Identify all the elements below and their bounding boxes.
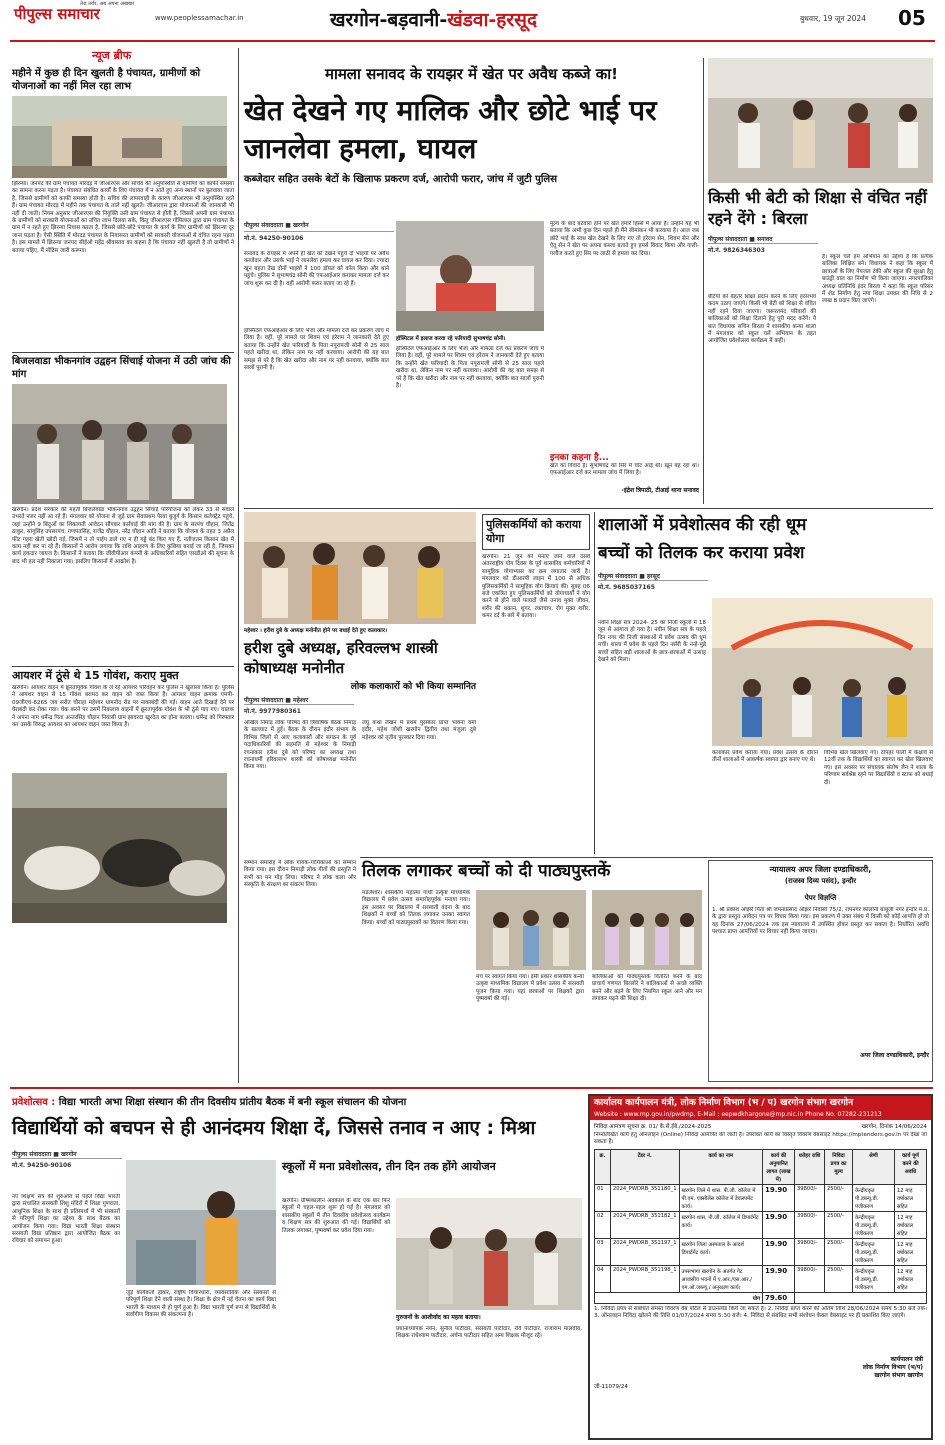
yoga-headline: पुलिसकर्मियों को कराया योगा	[482, 514, 590, 550]
tender-total-value: 79.60	[763, 1293, 795, 1304]
news-brief	[12, 48, 234, 1083]
table-row	[595, 1212, 927, 1239]
school-headline-1: शालाओं में प्रवेशोत्सव की रही धूम	[598, 515, 807, 535]
tender-cell: 39800/-	[795, 1185, 825, 1212]
lead-photo	[396, 221, 544, 331]
tender-cell: 2024_PWDRB_351197_1	[611, 1239, 680, 1266]
tender-sign	[590, 1354, 931, 1382]
tender-notice-no: निविदा आमंत्रण सूचना क्र. 01/ के.से.ईबे./2024-2025	[594, 1124, 712, 1130]
tender-cell: 04	[595, 1266, 611, 1293]
tender-table-wrap	[590, 1147, 931, 1306]
yoga-story	[482, 514, 590, 854]
tender-sign-2: लोक निर्माण विभाग (भ/प)	[862, 1364, 923, 1371]
tilak-col-3: बालिकाओं को पाठ्यपुस्तकें वितरित करने के बाद प्राचार्य गणपत बिल्लोरे ने बालिकाओं से अच्छे व्यक्ति बनने और बढ़ने के लिए नियमित स्कूल आने और मन लगाकर पढ़ने की शिक्षा दी।	[592, 974, 702, 1003]
tender-col-no: टेंडर नं.	[611, 1150, 680, 1185]
tilak-story	[362, 860, 702, 1085]
left-column-rule	[238, 48, 239, 1083]
lead-mobile: मो.नं. 94250-90106	[244, 235, 304, 242]
tender-cell: 39800/-	[795, 1266, 825, 1293]
tender-cell: खरगोन जिला अस्पताल के आदर्श डिपार्टमेंट कार्य।	[679, 1239, 762, 1266]
tender-cell: 2500/-	[825, 1266, 853, 1293]
brief-label: न्यूज ब्रीफ	[92, 49, 132, 62]
lead-quote-by: -इंद्रेश त्रिपाठी, टीआई थाना सनावद	[621, 487, 699, 494]
tender-col-fee: निविदा प्रपत्र का मूल्य	[825, 1150, 853, 1185]
brief-photo-2	[12, 384, 227, 504]
brief-head-3: आयशर में ठूंसे थे 15 गोवंश, कराए मुक्त	[12, 666, 234, 683]
tender-cell: 39800/-	[795, 1212, 825, 1239]
birla-reporter: पीपुल्स संवाददाता ■ सनावद	[708, 235, 818, 244]
tilak-headline: तिलक लगाकर बच्चों को दी पाठ्यपुस्तकें	[362, 861, 611, 881]
lead-kicker: मामला सनावद के रायझर में खेत पर अवैध कब्जे का!	[324, 65, 618, 83]
bottom-reporter: पीपुल्स संवाददाता ■ खरगोन	[12, 1150, 122, 1159]
tender-cell: केन्द्रीयकृत पी.डब्ल्यू.डी. पंजीकरण	[853, 1266, 895, 1293]
brief-photo-3	[12, 773, 227, 923]
tender-cell: 2500/-	[825, 1239, 853, 1266]
tender-notice-row	[590, 1120, 931, 1132]
bottom-photo-1	[126, 1160, 276, 1285]
harish-headline: हरीश दुबे अध्यक्ष, हरिवल्लभ शास्त्री कोषाध्यक्ष मनोनीत	[244, 639, 438, 677]
bottom-col-2: जुड़े कार्यकर्ता होकर, राष्ट्रीय विचारधारा, व्यावसायिक और संस्कारों से परिपूर्ण शिक्षा देने वाली संस्था है। शिक्षा के क्षेत्र में नई चेतना का कार्य विद्या भारती के माध्यम से हो पूर्ण हुआ है। विद्या भारती पूर्ण रूप से विद्यार्थियों के सर्वांगीण विकास की संकल्पना है।	[126, 1290, 276, 1319]
table-row	[595, 1239, 927, 1266]
table-row	[595, 1185, 927, 1212]
birla-headline: किसी भी बेटी को शिक्षा से वंचित नहीं रहने देंगे : बिरला	[708, 188, 927, 228]
tender-web[interactable]: Website : www.mp.gov.in/pwdmp,	[594, 1111, 696, 1118]
tender-contact	[590, 1111, 931, 1120]
harish-story	[244, 512, 476, 857]
school-photo	[712, 598, 933, 746]
lead-col-3: मुल्य के बाद बंटवारा होने पर खेत हमारे हिस्से में आया है। उन्होंने यह भी बताया कि अभी कुछ दिन पहले ही मैंने सीमांकन भी करवाया है। आज जब छोटे भाई के साथ खेत देखने के लिए गए तो हरेराम सेन, शिवम सेन और ऐतू सेन ने खेत पर अपना कब्जा बताते हुए हमसे विवाद किया और गाली-गलौज करते हुए सिर पर लाठी से हमला कर दिया।	[550, 221, 699, 257]
paper-url[interactable]: www.peoplessamachar.in	[155, 14, 244, 22]
tender-cell: 19.90	[763, 1239, 795, 1266]
tender-sign-1: कार्यपालन यंत्री	[890, 1356, 923, 1363]
birla-col-2: है। स्कूल चलें हम अभियान का उद्देश्य है कि प्रत्येक बालिका शिक्षित बने। विधायक ने कहा कि स्कूल में छात्राओं के लिए पेयजल टंकी और स्कूल की सुरक्षा हेतु बाउंड्री वाल का निर्माण भी किया जाएगा। नगरपालिका अध्यक्ष प्रतिनिधि इंदर बिरला ने कहा कि स्कूल परिसर में शेड निर्माण हेतु नपा शिक्षा उपकर की निधि से 2 लाख 8 प्रदान किए जाएंगे।	[822, 254, 933, 305]
section-title-b: खंडवा-हरसूद	[447, 9, 538, 31]
tender-notes: 1. निविदा प्रपत्र से संबंधित समस्त विवरण वेब पोर्टल से डाउनलोड किये जा सकते हैं। 2. निविदा प्राप्त करने की अंतिम तिथि 28/06/2024 समय 5:30 बजे तक। 3. ऑनलाइन निविदा खोलने की तिथि 01/07/2024 समय 5:30 बजे। 4. निविदा से संबंधित सभी संशोधन केवल वेबसाइट पर ही प्रकाशित किए जाएंगे।	[594, 1306, 927, 1320]
tilak-col-2: मंच पर स्वागत किया गया। इसी प्रकार शासकीय कन्या उत्कृष्ट माध्यमिक विद्यालय में प्रवेश उत्सव में सरस्वती पूजन किया गया। यहां छात्राओं पर शिक्षकों द्वारा पुष्पवर्षा की गई।	[476, 974, 584, 1003]
bottom-headline: विद्यार्थियों को बचपन से ही आनंदमय शिक्षा दें, जिससे तनाव न आए : मिश्रा	[12, 1117, 536, 1139]
tender-col-class: श्रेणी	[853, 1150, 895, 1185]
lead-photo-caption: हॉस्पिटल में इलाज करवा रहे फरियादी सुभाषचंद्र सोनी।	[396, 336, 506, 342]
tender-cell: 01	[595, 1185, 611, 1212]
bottom-kicker-line	[12, 1094, 582, 1108]
school-col-1: नवीन शिक्षा सत्र 2024- 25 का निजी स्कूलों में 18 जून से आगाज हो गया है। नवीन शिक्षा सत्र के पहले दिन नगर की निजी संस्थाओं में प्रवेश उत्सव की धूम मची। शाला में प्रवेश के पहले दिन नर्सरी के नन्हे-मुन्ने बच्चों सहित बड़ी शालाओं के छात्र-छात्राओं में उत्साह देखने को मिला।	[598, 620, 706, 664]
tender-email[interactable]: E-Mail : eepwdkhargone@mp.nic.in Phone No. 07282-231213	[697, 1111, 882, 1118]
tender-cell: उपसभागा खरगोन के अंतर्गत गेट आवासीय भवनों में ए.आर./एस.आर./एम.ओ.जब्ल्यू./ अनुरक्षण कार्य।	[679, 1266, 762, 1293]
bottom-kicker: विद्या भारती अभा शिक्षा संस्थान की तीन दिवसीय प्रांतीय बैठक में बनी स्कूल संचालन की योजना	[58, 1097, 407, 1108]
brief-head-2: बिजलवाडा भीकनगांव उद्वहन सिंचाई योजना में उठी जांच की मांग	[12, 352, 234, 381]
tender-col-period: कार्य पूर्ण करने की अवधि	[895, 1150, 927, 1185]
bottom-story	[12, 1094, 582, 1439]
mid-rule-1	[244, 508, 933, 509]
bottom-mobile: मो.नं. 94250-90106	[12, 1162, 72, 1169]
lead-quote-box-label: इनका कहना है...	[550, 453, 609, 463]
brief-photo-1	[12, 96, 227, 178]
tender-cell: केन्द्रीयकृत पी.डब्ल्यू.डी. पंजीकरण	[853, 1185, 895, 1212]
section-title-a: खरगोन-बड़वानी-	[330, 9, 448, 31]
harish-col-2: लघु कथा लेखन में प्रथम पुरस्कार प्राप्त भावना वर्मा इंदौर, महेश जोशी खरगोन द्वितीय तथा मंजुला दुबे महेश्वर को तृतीय पुरस्कार दिया गया।	[362, 720, 476, 741]
tender-head: कार्यालय कार्यपालन यंत्री, लोक निर्माण विभाग (भ / प) खरगोन संभाग खरगोन	[590, 1096, 931, 1111]
tender-total-row	[595, 1293, 927, 1304]
brief-body-1: झिरन्या। जनपद की ग्राम पंचायत मोरदड़ में जीआरएस और सचिव की अनुपस्थिति से ग्रामीणों को काफी समस्या का सामना करना पड़ता है। पंचायत संबंधित कार्यों के लिए पंचायत में न आते हुए अन्य स्थानों पर बुलवाया जाता है, जिससे ग्रामीणों को काफी समस्या होती है। सचिव की लापरवाही के कारण जीआरएस भी अनुपस्थित रहते हैं। ग्राम पंचायत मोरदड़ में महीने तक पंचायत के ताले नहीं खुलते। जीआरएस द्वारा योजनाओं की जानकारी भी नहीं दी जाती। नियम अनुसार जीआरएस की नियुक्ति उसी ग्राम पंचायत से होती है, जिससे अपनी ग्राम पंचायत के ग्रामीणों को सरकारी योजनाओं का उचित लाभ दिलवा सके, किंतु जीआरएस गोपिलाल द्वारा ग्राम पंचायत के ग्राम में न रहते हुए झिरन्या निवास करता है, जिससे छोटे-छोटे पंचायत के कार्य के लिए ग्रामीणों को झिरन्या दूर जाना पड़ता है। ऐसी स्थिति में मोरदड़ पंचायत के निवासरत ग्रामीणों को सरकारी योजनाओं से वंचित रहना पड़ता है। इस मामले में झिरन्या जनपद सीईओ महेंद्र श्रीवास्तव का कहना है कि पंचायत नहीं खुलती है तो ग्रामीणों ने बताया पहिए, मैं नोटिस जारी करूंगा।	[12, 181, 234, 254]
brief-body-2: खरगोन। प्रदेश सरकार की महती बिजलवाडा भीकनगांव उद्वहन सिंचाई परियोजना को लेकर 33 से सवाल उभरते नजर नहीं आ रहे हैं। मंगलवार को योजना से जुड़े ग्राम सेवाप्रथम पेरवा बुजुर्ग के किसान कलेक्ट्रेट पहुंचे, जहां उन्होंने 9 बिंदुओं का शिकायती आवेदन सौंपकर कार्रवाई की मांग की है। ग्राम के सरपंच चौहान, जितेंद्र ठाकुर, सांगुसिंह उपसरपंच, गणपतसिंह, राजेंद्र चौहान, नरेंद्र चौहान आदि ने बताया कि योजना के तहत 3 अप्रैल फीट गहरा खेती खोदी गई, जिसमें न तो पाईप डाले गए न ही गड्ढे बंद किए गए हैं, नतीजतन किसान खेत में काम नहीं कर पा रहे हैं। किसानों ने आरोप लगाया कि राशि आहरण के लिए कुछिया बनाई जा रही है, जिसका कार्य हकदार जायज है। किसानों ने बताया कि जीवीपीआर कंपनी के अधिकारियों सहित एसडीओ की सूचना के बाद भी हल नहीं निकाला गया। इसलिए किसानों में आक्रोश है।	[12, 507, 234, 565]
lead-right-rule	[703, 58, 704, 504]
tender-cell: 2024_PWDRB_351180_1	[611, 1185, 680, 1212]
lead-subhead: कब्जेदार सहित उसके बेटों के खिलाफ प्रकरण दर्ज, आरोपी फरार, जांच में जुटी पुलिस	[244, 174, 557, 185]
tender-cell: 12 माह वर्षाकाल सहित	[895, 1212, 927, 1239]
tender-cell: 2500/-	[825, 1212, 853, 1239]
bottom-rule	[10, 1087, 933, 1089]
paper-logo[interactable]	[14, 1, 144, 34]
tender-cell: 12 माह वर्षाकाल सहित	[895, 1239, 927, 1266]
tender-cell: 2500/-	[825, 1185, 853, 1212]
tilak-col-1: मंडलेश्वर। शासकीय महात्मा गांधी उत्कृष्ट माध्यमिक विद्यालय में प्रवेश उत्सव समारोहपूर्वक मनाया गया। इस अवसर पर विद्यालय में सरस्वती वंदना के बाद शिक्षकों ने बच्चों को तिलक लगाकर उनका स्वागत किया। बच्चों को पाठ्यपुस्तकों का वितरण किया गया।	[362, 890, 470, 926]
tender-cell: 2024_PWDRB_351182_1	[611, 1212, 680, 1239]
harish-col-1: अखिल निमाड़ लोक परिषद की त्रिवार्षिक बैठक निमाड़ के खलघाट में हुई। बैठक के दौरान इंदौर संभाग के विभिन्न जिलों से आए कलाकारों और संगठन के पूर्व पदाधिकारियों की सहमति से महेश्वर के निमाड़ी रचनाकार हरीश दुबे को परिषद का अध्यक्ष तथा रचनाधर्मी हरिवल्लभ शास्त्री को कोषाध्यक्ष मनोनीत किया गया।	[244, 720, 356, 771]
table-row	[595, 1266, 927, 1293]
court-body: 1. श्री प्रकाश ओझरे पिता श्री जमनाप्रसाद ओझरे निवासी 75/2, रामनगर कॉलोनी बाबूजी नगर इन्दौर म.प्र. के द्वारा प्रस्तुत आवेदन पत्र पर विचार किया गया। इस प्रकरण में उक्त संबंध में किसी को कोई आपत्ति हो तो वह दिनांक 27/06/2024 तक इस न्यायालय में उपस्थित होकर प्रस्तुत कर सकता है। निर्धारित अवधि पश्चात प्राप्त आपत्तियों पर विचार नहीं किया जाएगा।	[712, 907, 929, 936]
tender-cell: 03	[595, 1239, 611, 1266]
tilak-photo-2	[592, 890, 702, 970]
school-mobile: मो.नं. 9685037165	[598, 584, 655, 591]
tender-cell: 19.90	[763, 1185, 795, 1212]
tender-cell: 2024_PWDRB_351198_1	[611, 1266, 680, 1293]
tender-intro: निम्नलिखित कार्य हेतु ऑनलाइन (Online) निविदा आमंत्रित की जाती है। उपरोक्त कार्य का विस्तृत विवरण वेबसाइट https://mptenders.gov.in पर देखा जा सकता है।	[594, 1132, 927, 1146]
tender-col-sno: क्र.	[595, 1150, 611, 1185]
brief-body-3: खरगोन। आयशर वाहन में क्रूरतापूर्वक गोवंश के ले रहे आयशर परिवहन कर पुलिस ने खुलासा किया है। पुलिस ने आयशर वाहन से 15 गोवंश बरामद कर वाहन को जब्त किया है। आयशर वाहन क्रमांक एमपी- 09जीएच-8265 जय सरोत चौराहा महेश्वर धामनोद रोड पर नाकाबंदी की गई। वाहन आते दिखाई देने पर घेराबंदी कर रोका गया। चेक करने पर उसमें निकलाय वाहनों में क्रूरतापूर्वक गोवंश के भी ठूंसे पाए गए। चालक ने अपना नाम धर्मेन्द्र पिता अन्तरसिंह चौहान निवासी ग्राम झावरदा खुरदेल का होना बताया। धर्मेन्द्र को गिरफ्तार कर उसके विरुद्ध आयशर का आयशर वाहन जब्त किया है।	[12, 685, 234, 729]
birla-photo	[708, 58, 933, 183]
harish-subhead: लोक कलाकारों को भी किया सम्मानित	[350, 682, 476, 692]
tender-col-work: कार्य का नाम	[679, 1150, 762, 1185]
tender-notice	[588, 1094, 933, 1440]
tender-cell: 02	[595, 1212, 611, 1239]
lead-story	[244, 46, 699, 504]
lead-col-2: हॉस्पिटल एफआईआर के लिए भेजा और मामला दर्ज कर प्रकरण जांच में लिया है। वहीं, पूरे मामले पर शिवम एवं हरेराम ने जानकारी देते हुए बताया कि उन्होंने खेत फरियादी के पिता नपूरामजी सोनी से 25 साल पहले खरीदा था, लेकिन नाम पर नहीं करवाया। आरोपी की यह बात समझ से परे है कि खेत खरीदा और नाम पर नहीं करवाया, क्योंकि बात सालों पुरानी है।	[396, 346, 544, 390]
brief-head-1: महीने में कुछ ही दिन खुलती है पंचायत, ग्रामीणों को योजनाओं का नहीं मिल रहा लाभ	[12, 68, 201, 92]
tender-cell: 39800/-	[795, 1239, 825, 1266]
tender-sign-3: खरगोन संभाग खरगोन	[874, 1372, 923, 1379]
yoga-right-rule	[594, 512, 595, 854]
court-sign: अपर जिला दण्डाधिकारी, इन्दौर	[860, 1052, 929, 1059]
lead-byline	[244, 221, 394, 242]
lead-headline: खेत देखने गए मालिक और छोटे भाई पर जानलेवा हमला, घायल	[244, 94, 657, 165]
birla-col-1: बेटियों को बेहतर शिक्षा प्रदान करने के लिए हरसंभव कदम उठाए जाएंगे। किसी भी बेटी को शिक्षा से वंचित नहीं रहने दिया जाएगा। जरूरतमंद परिवारों की बालिकाओं को शिक्षा दिलाने हेतु पूरी मदद करेंगे। ये बात विधायक सचिन बिरला ने शासकीय कन्या शाला में मंगलवार को स्कूल चलें अभियान के तहत आयोजित प्रवेशोत्सव कार्यक्रम में कही।	[708, 294, 816, 345]
court-head-3: पेपर विज्ञप्ति	[804, 894, 837, 902]
lead-quote: खेत का विवाद है। सुभाषचंद्र को सिर में चोट आई थी। खून बह रहा था। एफआईआर दर्ज कर मामला जांच में लिया है।	[550, 463, 699, 477]
tender-col-emd: धरोहर राशि	[795, 1150, 825, 1185]
bottom-col-3: खरगोन। ग्रीष्मकालीन अवकाश के बाद एक बार फिर स्कूलों में चहल-पहल शुरू हो गई है। मंगलवार को शासकीय स्कूलों में तीन दिवसीय प्रवेशोत्सव कार्यक्रम व शिक्षण सत्र की शुरुआत की गई। विद्यार्थियों को तिलक लगाकर, पुष्पवर्षा कर प्रवेश दिया गया।	[282, 1198, 390, 1234]
tender-header-row	[595, 1150, 927, 1185]
issue-date: बुधवार, 19 जून 2024	[800, 14, 866, 23]
birla-mobile: मो.नं. 9826346303	[708, 247, 765, 254]
tender-col-cost: कार्य की अनुमानित लागत (लाख में)	[763, 1150, 795, 1185]
masthead-rule	[10, 40, 935, 42]
mid-rule-2	[360, 857, 933, 858]
harish-col-3: सम्मान समारोह में लोक गायक-गायिकाओं का सम्मान किया गया। इस दौरान निमाड़ी लोक गीतों की प्रस्तुति ने सभी का मन मोह लिया। परिषद ने लोक कला और संस्कृति के संरक्षण का संकल्प लिया।	[244, 860, 356, 889]
harish-reporter: पीपुल्स संवाददाता ■ महेश्वर	[244, 696, 354, 705]
tender-cell: खरगोन शास. पी.जी. कॉलेज में डिपार्टमेंट कार्य।	[679, 1212, 762, 1239]
school-caption: कलाकार प्रवेश कराया गया। प्रवेश उत्सव के दौरान तीनों शालाओं में आकर्षक स्वागत द्वार बनाए गए थे।	[712, 750, 818, 764]
yoga-body: खरगोन। 21 जून को मनाए जाने वाले दसवें अंतरराष्ट्रीय योग दिवस के पूर्व शासकीय कर्मचारियों में सामूहिक योगाभ्यास का क्रम लगातार जारी है। मंगलवार को डीआरपी लाइन में 100 से अधिक पुलिसकर्मियों ने सामूहिक योग क्रियाएं की। सुबह 06 बजे एकत्रित हुए पुलिसकर्मियों को योगाचार्यों ने योग करने से होने वाले फायदों जैसे तनाव मुक्त जीवन, शरीर की थकान, शुगर, रक्तचाप, रोग मुक्त शरीर, कमर दर्द के बारे में बताया।	[482, 554, 590, 620]
school-reporter: पीपुल्स संवाददाता ■ हरसूद	[598, 572, 708, 581]
page-number: 05	[898, 6, 926, 30]
lead-reporter: पीपुल्स संवाददाता ■ खरगोन	[244, 221, 394, 232]
tender-notice-date: खरगोन, दिनांक 14/06/2024	[861, 1124, 927, 1130]
masthead	[0, 0, 945, 40]
school-story	[598, 514, 933, 854]
tender-table	[594, 1149, 927, 1304]
paper-tagline: तेज तर्रार, अब अपना अखबार	[80, 1, 135, 7]
bottom-photo-2	[396, 1198, 582, 1310]
tender-cell: केन्द्रीयकृत पी.डब्ल्यू.डी. पंजीकरण	[853, 1239, 895, 1266]
harish-mobile: मो.नं. 9977980361	[244, 708, 301, 715]
tender-cell: 19.90	[763, 1266, 795, 1293]
school-headline-2: बच्चों को तिलक कर कराया प्रवेश	[598, 543, 805, 563]
court-head-1: न्यायालय अपर जिला दण्डाधिकारी,	[769, 865, 872, 874]
paper-name: पीपुल्स समाचार	[14, 5, 100, 23]
bottom-subhead: स्कूलों में मना प्रवेशोत्सव, तीन दिन तक होंगे आयोजन	[282, 1160, 496, 1173]
bottom-col-4: प्रधानाध्यापक नयन, सुनील पाटीदार, सरस्वती पाटीदार, रवि पाटीदार, राजाराम मालवीय, शिक्षक राधेश्याम पाटीदार, अर्चना पाटीदार सहित अन्य शिक्षक मौजूद रहे।	[396, 1326, 582, 1340]
section-title	[330, 6, 537, 32]
birla-story	[708, 58, 933, 504]
school-col-2: विभिन्न खेल खिलवाए गए। दोपहर पाली में कक्षावें से 12वीं तक के विद्यार्थियों का स्वागत कर खेल खिलवाए गए। इस अवसर पर संचालक संतोष जैन ने शाला के परिणाम सर्वश्रेष्ठ रहने पर विद्यार्थियों व स्टाफ को बधाई दी।	[824, 750, 933, 786]
harish-photo	[244, 512, 476, 624]
tender-cell: 12 माह वर्षाकाल सहित	[895, 1185, 927, 1212]
bottom-col-1: नए शिक्षण सत्र की शुरुआत से पहले विद्या भारती द्वारा संचालित सरस्वती शिशु मंदिरों में शिक्षा गुणवत्ता, आधुनिक शिक्षा के साथ ही प्रतिस्पर्धा में भी संस्कारों से परिपूर्ण शिक्षा का उद्देश्य के साथ बैठक का आयोजन किया गया। विद्या भारती शिक्षा संस्थान सरस्वती विद्या प्रतिष्ठान द्वारा आयोजित बैठक का रविवार को समापन हुआ।	[12, 1194, 120, 1245]
harish-caption: महेश्वर । हरीश दुबे के अध्यक्ष मनोनीत होने पर बधाई देते हुए कलाकार।	[244, 628, 388, 634]
tender-total-label: योग	[595, 1293, 763, 1304]
court-notice	[708, 860, 933, 1082]
tender-cell: खरगोन जिले में शास. पी.जी. कॉलेज में पी.एम. एक्सीलेंस कॉलेज में डेवलपमेंट कार्य।	[679, 1185, 762, 1212]
bottom-photo-caption: गुरुजनों के आशीर्वाद का महत्व बताया।	[396, 1314, 481, 1321]
lead-col-1: सनावद के रायझर में अपने ही खेत को देखने पहुंचे दो भाइयों पर अवैध कब्जेदार और उसके भाई ने जानलेवा हमला कर घायल कर दिया। ज्यादा खून बहता देख दोनों भाइयों ने 100 डॉयल को कॉल किया और थाने पहुंचे। पुलिस ने सुभाषचंद्र सोनी की एफआईआर कराकर मामला दर्ज कर जांच शुरू कर दी है। वहीं आरोपी फरार बताए जा रहे हैं।	[244, 251, 389, 287]
bottom-label: प्रवेशोत्सव :	[12, 1097, 56, 1108]
tender-cell: 12 माह वर्षाकाल सहित	[895, 1266, 927, 1293]
tender-ref: जी-11079/24	[594, 1384, 628, 1390]
tender-cell: 19.90	[763, 1212, 795, 1239]
tender-total-blank	[795, 1293, 927, 1304]
tender-cell: केन्द्रीयकृत पी.डब्ल्यू.डी. पंजीकरण	[853, 1212, 895, 1239]
court-head-2: (राजस्व दिव्य पसंद), इन्दौर	[784, 877, 857, 885]
lead-col-1b: हॉस्पिटल एफआईआर के लिए भेजा और मामला दर्ज कर प्रकरण जांच में लिया है। वहीं, पूरे मामले पर शिवम एवं हरेराम ने जानकारी देते हुए बताया कि उन्होंने खेत फरियादी के पिता नपूरामजी सोनी से 25 साल पहले खरीदा था, लेकिन नाम पर नहीं करवाया। आरोपी की यह बात समझ से परे है कि खेत खरीदा और नाम पर नहीं करवाया, क्योंकि बात सालों पुरानी है।	[244, 328, 389, 372]
tilak-photo-1	[476, 890, 586, 970]
